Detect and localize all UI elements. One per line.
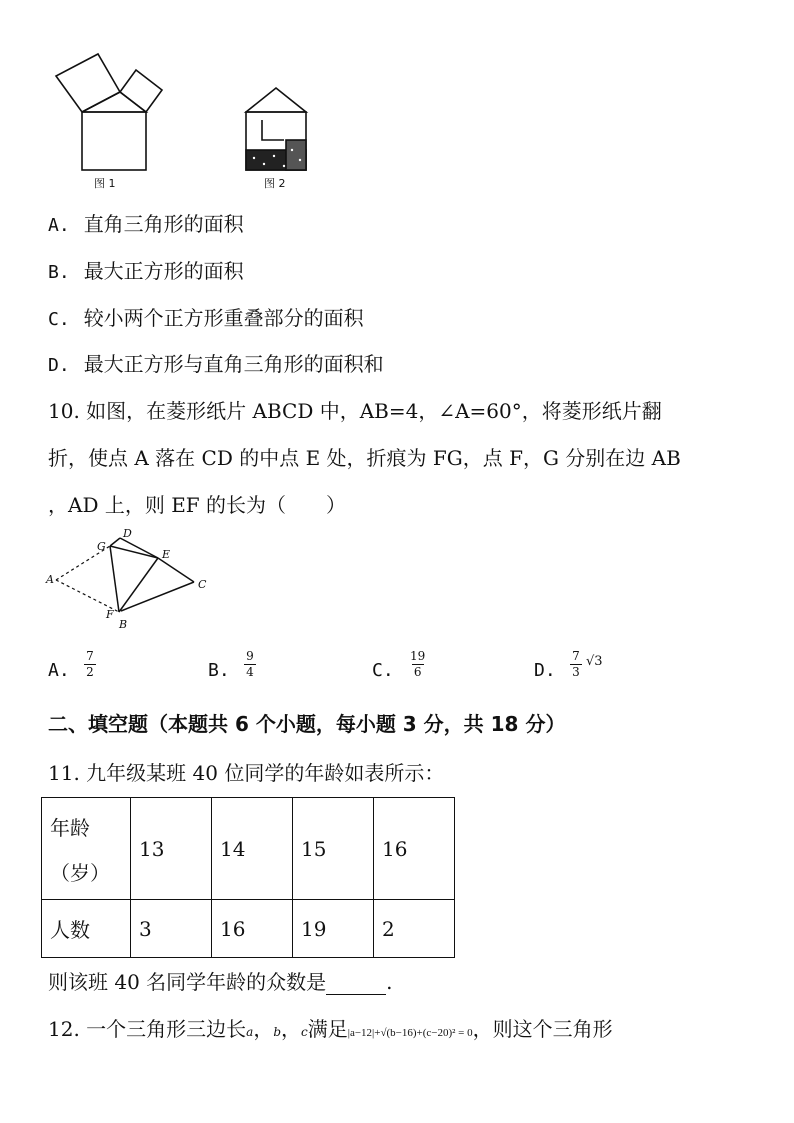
- choice-a-fraction: [84, 650, 96, 679]
- q12-line: [48, 1013, 613, 1042]
- table-cell: 16: [212, 900, 293, 958]
- choice-d-sqrt: √3: [586, 654, 603, 669]
- point-d-label: D: [123, 527, 132, 540]
- option-a-label: A.: [48, 215, 70, 236]
- var-a: a: [246, 1025, 254, 1039]
- age-header-line2: （岁）: [50, 860, 110, 885]
- choice-c-fraction: [408, 650, 427, 679]
- var-c: c: [301, 1025, 308, 1039]
- option-c: [48, 302, 364, 331]
- choice-b-numerator: 9: [246, 649, 254, 663]
- option-a: [48, 208, 244, 237]
- q11-question-text: 则该班 40 名同学年龄的众数是: [48, 970, 327, 994]
- q12-formula: |a−12|+√(b−16)+(c−20)² = 0: [347, 1027, 473, 1039]
- choice-d-label: D.: [534, 660, 556, 681]
- table-cell: 15: [293, 798, 374, 900]
- option-c-label: C.: [48, 309, 70, 330]
- choice-b-fraction: [244, 650, 256, 679]
- q12-prefix: 12. 一个三角形三边长: [48, 1017, 247, 1041]
- q10-line-1: 10. 如图，在菱形纸片 ABCD 中，AB=4，∠A=60°，将菱形纸片翻: [48, 399, 662, 423]
- choice-d-numerator: 7: [572, 649, 580, 663]
- table-cell: 13: [131, 798, 212, 900]
- q11-intro: 11. 九年级某班 40 位同学的年龄如表所示：: [48, 761, 445, 785]
- choice-a-label: A.: [48, 660, 70, 681]
- q11-question: [48, 966, 393, 995]
- age-header-cell: [42, 798, 131, 900]
- q10-line-2: 折，使点 A 落在 CD 的中点 E 处，折痕为 FG，点 F，G 分别在边 AB: [48, 446, 681, 470]
- option-a-text: 直角三角形的面积: [83, 212, 244, 236]
- option-c-text: 较小两个正方形重叠部分的面积: [83, 306, 364, 330]
- answer-blank[interactable]: [326, 974, 386, 995]
- q12-sep-1: ，: [253, 1017, 274, 1041]
- choice-a-denominator: 2: [86, 665, 94, 679]
- choice-c-numerator: 19: [410, 649, 426, 663]
- age-header-line1: 年龄: [50, 815, 90, 840]
- figure-1-pythagoras: [50, 48, 190, 198]
- point-e-label: E: [162, 548, 171, 561]
- option-d: [48, 348, 384, 377]
- q10-line-3: ，AD 上，则 EF 的长为（ ）: [48, 493, 347, 517]
- section-heading: 二、填空题（本题共 6 个小题，每小题 3 分，共 18 分）: [48, 712, 566, 736]
- point-c-label: C: [198, 578, 207, 591]
- var-b: b: [273, 1025, 282, 1039]
- table-cell: 3: [131, 900, 212, 958]
- figure-1-caption: 图 1: [94, 177, 116, 190]
- q12-sep-2: ，: [281, 1017, 302, 1041]
- table-cell: 2: [374, 900, 455, 958]
- choice-d-denominator: 3: [572, 665, 580, 679]
- option-b-text: 最大正方形的面积: [83, 259, 244, 283]
- point-g-label: G: [97, 540, 106, 553]
- table-cell: 16: [374, 798, 455, 900]
- choice-d-fraction: [570, 650, 582, 679]
- table-row: [42, 798, 455, 900]
- figure-rhombus-fold: [44, 526, 224, 638]
- count-header-cell: 人数: [42, 900, 131, 958]
- option-b: [48, 255, 244, 284]
- choice-b-label: B.: [208, 660, 230, 681]
- option-d-label: D.: [48, 355, 70, 376]
- choice-b-denominator: 4: [246, 665, 254, 679]
- age-table: [41, 797, 455, 958]
- point-b-label: B: [119, 618, 128, 631]
- table-cell: 14: [212, 798, 293, 900]
- choice-c-denominator: 6: [413, 665, 422, 679]
- choice-c-label: C.: [372, 660, 394, 681]
- q12-suffix: ，则这个三角形: [472, 1017, 613, 1041]
- point-a-label: A: [46, 573, 54, 586]
- table-cell: 19: [293, 900, 374, 958]
- point-f-label: F: [106, 608, 114, 621]
- figure-2-caption: 图 2: [264, 177, 286, 190]
- choice-a-numerator: 7: [86, 649, 94, 663]
- option-b-label: B.: [48, 262, 70, 283]
- option-d-text: 最大正方形与直角三角形的面积和: [83, 352, 384, 376]
- figure-2-house: [240, 84, 320, 174]
- table-row: [42, 900, 455, 958]
- q11-period: .: [386, 970, 393, 994]
- q12-mid: 满足: [307, 1017, 348, 1041]
